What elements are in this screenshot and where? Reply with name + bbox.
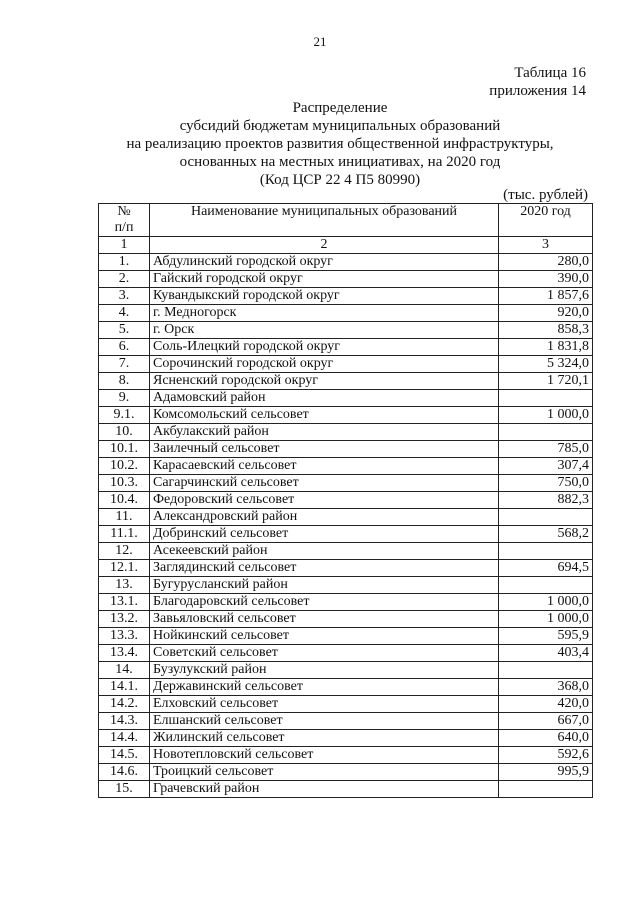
- row-number: 14.4.: [99, 730, 150, 747]
- units-note: (тыс. рублей): [503, 187, 588, 203]
- table-row: [99, 288, 593, 305]
- table-row: [99, 543, 593, 560]
- row-number: 6.: [99, 339, 150, 356]
- row-name: Бузулукский район: [150, 662, 499, 679]
- table-row: [99, 492, 593, 509]
- header-name: Наименование муниципальных образований: [150, 204, 499, 237]
- row-value: 1 857,6: [499, 288, 593, 305]
- table-row: [99, 696, 593, 713]
- row-name: Новотепловский сельсовет: [150, 747, 499, 764]
- row-value: [499, 543, 593, 560]
- row-value: 280,0: [499, 254, 593, 271]
- row-value: [499, 424, 593, 441]
- column-number: 1: [99, 237, 150, 254]
- row-number: 13.: [99, 577, 150, 594]
- row-name: г. Орск: [150, 322, 499, 339]
- row-value: 368,0: [499, 679, 593, 696]
- row-name: Акбулакский район: [150, 424, 499, 441]
- row-value: 403,4: [499, 645, 593, 662]
- row-number: 4.: [99, 305, 150, 322]
- row-value: [499, 509, 593, 526]
- row-number: 14.1.: [99, 679, 150, 696]
- row-value: 785,0: [499, 441, 593, 458]
- row-value: 920,0: [499, 305, 593, 322]
- table-row: [99, 339, 593, 356]
- row-name: Сагарчинский сельсовет: [150, 475, 499, 492]
- table-row: [99, 628, 593, 645]
- table-row: [99, 526, 593, 543]
- row-name: Благодаровский сельсовет: [150, 594, 499, 611]
- row-number: 3.: [99, 288, 150, 305]
- table-row: [99, 305, 593, 322]
- column-number: 2: [150, 237, 499, 254]
- row-name: г. Медногорск: [150, 305, 499, 322]
- row-name: Бугурусланский район: [150, 577, 499, 594]
- row-name: Жилинский сельсовет: [150, 730, 499, 747]
- table-caption-line: приложения 14: [489, 83, 586, 99]
- row-value: 390,0: [499, 271, 593, 288]
- row-number: 12.1.: [99, 560, 150, 577]
- row-number: 14.3.: [99, 713, 150, 730]
- row-name: Комсомольский сельсовет: [150, 407, 499, 424]
- row-number: 5.: [99, 322, 150, 339]
- row-name: Елшанский сельсовет: [150, 713, 499, 730]
- row-name: Кувандыкский городской округ: [150, 288, 499, 305]
- row-name: Советский сельсовет: [150, 645, 499, 662]
- table-row: [99, 407, 593, 424]
- row-number: 7.: [99, 356, 150, 373]
- table-row: [99, 560, 593, 577]
- row-number: 14.2.: [99, 696, 150, 713]
- table-row: [99, 509, 593, 526]
- title-line: субсидий бюджетам муниципальных образований: [179, 118, 501, 134]
- row-name: Карасаевский сельсовет: [150, 458, 499, 475]
- row-number: 1.: [99, 254, 150, 271]
- row-name: Абдулинский городской округ: [150, 254, 499, 271]
- table-row: [99, 594, 593, 611]
- row-value: 1 000,0: [499, 594, 593, 611]
- table-row: [99, 458, 593, 475]
- row-number: 13.2.: [99, 611, 150, 628]
- table-header-row: [99, 204, 593, 237]
- row-name: Сорочинский городской округ: [150, 356, 499, 373]
- subsidy-table: [98, 203, 593, 798]
- row-number: 9.: [99, 390, 150, 407]
- header-number-line1: №: [117, 204, 131, 219]
- row-name: Елховский сельсовет: [150, 696, 499, 713]
- row-value: 420,0: [499, 696, 593, 713]
- row-number: 10.1.: [99, 441, 150, 458]
- row-name: Ясненский городской округ: [150, 373, 499, 390]
- row-value: 694,5: [499, 560, 593, 577]
- row-value: 1 720,1: [499, 373, 593, 390]
- row-name: Федоровский сельсовет: [150, 492, 499, 509]
- row-number: 2.: [99, 271, 150, 288]
- row-number: 13.3.: [99, 628, 150, 645]
- row-number: 10.2.: [99, 458, 150, 475]
- row-value: 595,9: [499, 628, 593, 645]
- table-row: [99, 764, 593, 781]
- row-name: Заглядинский сельсовет: [150, 560, 499, 577]
- row-name: Гайский городской округ: [150, 271, 499, 288]
- row-name: Завьяловский сельсовет: [150, 611, 499, 628]
- row-name: Добринский сельсовет: [150, 526, 499, 543]
- row-value: 1 831,8: [499, 339, 593, 356]
- row-value: 858,3: [499, 322, 593, 339]
- row-value: [499, 781, 593, 798]
- row-value: 995,9: [499, 764, 593, 781]
- row-value: 667,0: [499, 713, 593, 730]
- row-name: Грачевский район: [150, 781, 499, 798]
- row-number: 14.6.: [99, 764, 150, 781]
- page-number: 21: [313, 34, 327, 49]
- row-number: 15.: [99, 781, 150, 798]
- column-number-row: [99, 237, 593, 254]
- row-value: 1 000,0: [499, 611, 593, 628]
- table-row: [99, 356, 593, 373]
- header-year: 2020 год: [499, 204, 593, 237]
- row-value: 640,0: [499, 730, 593, 747]
- table-row: [99, 254, 593, 271]
- row-name: Асекеевский район: [150, 543, 499, 560]
- row-value: [499, 662, 593, 679]
- row-name: Державинский сельсовет: [150, 679, 499, 696]
- table-row: [99, 730, 593, 747]
- table-row: [99, 475, 593, 492]
- row-number: 14.: [99, 662, 150, 679]
- table-row: [99, 322, 593, 339]
- table-caption: [489, 64, 586, 100]
- table-row: [99, 373, 593, 390]
- row-number: 8.: [99, 373, 150, 390]
- table-row: [99, 747, 593, 764]
- table-caption-line: Таблица 16: [514, 65, 586, 81]
- row-number: 11.1.: [99, 526, 150, 543]
- row-number: 11.: [99, 509, 150, 526]
- row-value: 882,3: [499, 492, 593, 509]
- row-number: 10.: [99, 424, 150, 441]
- row-value: [499, 390, 593, 407]
- header-number: [99, 204, 150, 237]
- row-number: 13.1.: [99, 594, 150, 611]
- row-value: 568,2: [499, 526, 593, 543]
- table-row: [99, 679, 593, 696]
- row-name: Соль-Илецкий городской округ: [150, 339, 499, 356]
- row-number: 10.3.: [99, 475, 150, 492]
- row-number: 13.4.: [99, 645, 150, 662]
- table-row: [99, 713, 593, 730]
- row-name: Троицкий сельсовет: [150, 764, 499, 781]
- table-row: [99, 424, 593, 441]
- table-row: [99, 611, 593, 628]
- row-name: Адамовский район: [150, 390, 499, 407]
- row-name: Заилечный сельсовет: [150, 441, 499, 458]
- row-number: 10.4.: [99, 492, 150, 509]
- row-value: 1 000,0: [499, 407, 593, 424]
- title-line: (Код ЦСР 22 4 П5 80990): [259, 172, 421, 188]
- table-row: [99, 781, 593, 798]
- row-number: 9.1.: [99, 407, 150, 424]
- row-name: Александровский район: [150, 509, 499, 526]
- row-number: 12.: [99, 543, 150, 560]
- title-line: основанных на местных инициативах, на 2020 год: [179, 154, 501, 170]
- table-row: [99, 645, 593, 662]
- row-number: 14.5.: [99, 747, 150, 764]
- title-line: Распределение: [292, 100, 388, 116]
- document-title: [80, 99, 600, 189]
- column-number: 3: [499, 237, 593, 254]
- table-row: [99, 390, 593, 407]
- header-number-line2: п/п: [114, 220, 134, 235]
- row-name: Нойкинский сельсовет: [150, 628, 499, 645]
- table-row: [99, 577, 593, 594]
- row-value: 5 324,0: [499, 356, 593, 373]
- table-row: [99, 441, 593, 458]
- row-value: 750,0: [499, 475, 593, 492]
- row-value: 307,4: [499, 458, 593, 475]
- row-value: [499, 577, 593, 594]
- title-line: на реализацию проектов развития общественной инфраструктуры,: [126, 136, 554, 152]
- row-value: 592,6: [499, 747, 593, 764]
- table-row: [99, 271, 593, 288]
- table-row: [99, 662, 593, 679]
